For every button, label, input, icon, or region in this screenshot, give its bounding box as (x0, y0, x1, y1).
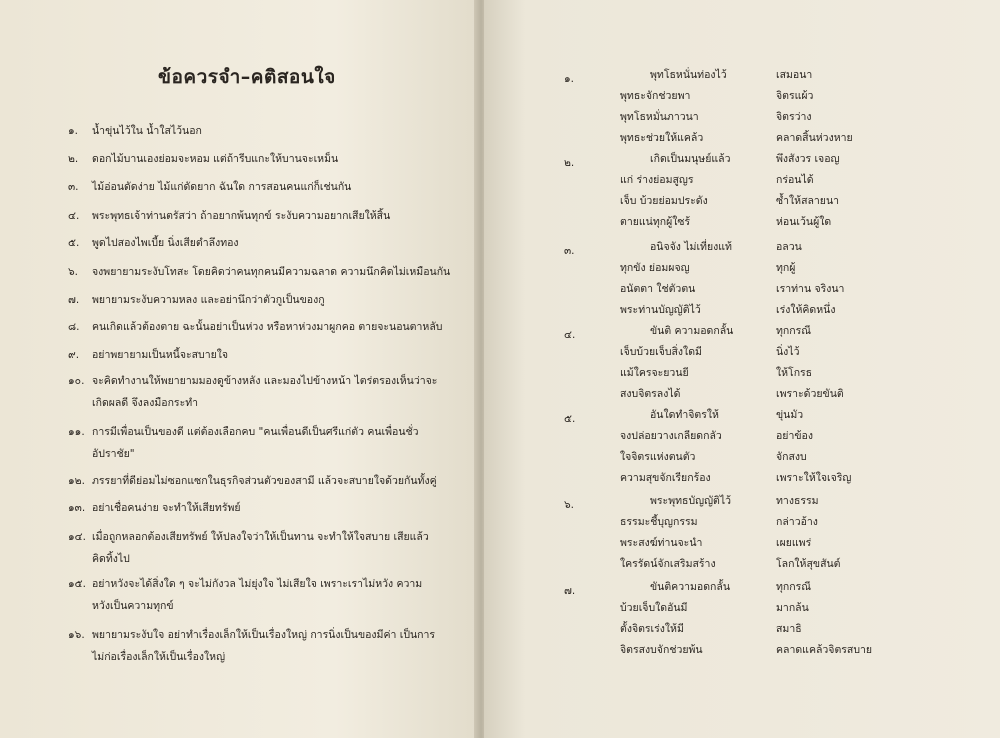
verse-line-first-half: ความสุขจักเรียกร้อง (620, 472, 711, 484)
maxim-text: จะคิดทำงานให้พยายามมองดูข้างหลัง และมองไปข้างหน้า ไตร่ตรองเห็นว่าจะ (92, 375, 438, 387)
verse-line-first-half: พุทธะช่วยให้แคล้ว (620, 132, 704, 144)
verse-number: ๖. (564, 499, 575, 511)
verse-line-first-half: พุทโธหนั่นท่องไว้ (650, 69, 727, 81)
verse-line-second-half: เพราะให้ใจเจริญ (776, 472, 852, 484)
right-page (484, 0, 1000, 738)
verse-line-second-half: ทุกกรณี (776, 581, 812, 593)
verse-line-second-half: อลวน (776, 241, 802, 253)
maxim-number: ๑๑. (68, 426, 85, 438)
verse-line-first-half: อันใดทำจิตรให้ (650, 409, 719, 421)
verse-line-second-half: นิ่งไว้ (776, 346, 800, 358)
verse-number: ๗. (564, 585, 576, 597)
maxim-number: ๑๒. (68, 475, 85, 487)
verse-line-second-half: โลกให้สุขสันต์ (776, 558, 841, 570)
verse-line-second-half: ทุกผู้ (776, 262, 796, 274)
verse-line-second-half: เผยแพร่ (776, 537, 812, 549)
maxim-number: ๖. (68, 266, 79, 278)
verse-line-second-half: อย่าข้อง (776, 430, 813, 442)
maxim-number: ๑๖. (68, 629, 85, 641)
verse-number: ๑. (564, 73, 575, 85)
maxim-number: ๗. (68, 294, 80, 306)
verse-line-second-half: ทุกกรณี (776, 325, 812, 337)
maxim-text: พูดไปสองไพเบี้ย นิ่งเสียตำลึงทอง (92, 237, 239, 249)
maxim-text: ดอกไม้บานเองย่อมจะหอม แต่ถ้ารีบแกะให้บานจะเหม็น (92, 153, 339, 165)
verse-line-second-half: จักสงบ (776, 451, 807, 463)
verse-line-second-half: เร่งให้คิดหนึ่ง (776, 304, 836, 316)
verse-line-second-half: กร่อนได้ (776, 174, 814, 186)
verse-line-first-half: ใครรัดน์จักเสริมสร้าง (620, 558, 716, 570)
verse-line-first-half: ตั้งจิตรเร่งให้มี (620, 623, 684, 635)
maxim-number: ๒. (68, 153, 79, 165)
verse-line-first-half: ทุกขัง ย่อมผจญ (620, 262, 690, 274)
verse-line-second-half: คลาดสิ้นห่วงหาย (776, 132, 853, 144)
verse-line-first-half: จิตรสงบจักช่วยพ้น (620, 644, 703, 656)
verse-line-second-half: เพราะด้วยขันติ (776, 388, 844, 400)
maxim-text: ภรรยาที่ดีย่อมไม่ซอกแซกในธุรกิจส่วนตัวของสามี แล้วจะสบายใจด้วยกันทั้งคู่ (92, 475, 437, 487)
verse-number: ๒. (564, 157, 575, 169)
maxim-number: ๑๕. (68, 578, 86, 590)
verse-line-second-half: เราท่าน จริงนา (776, 283, 845, 295)
maxim-text: พยายามระงับความหลง และอย่านึกว่าตัวกูเป็นของกู (92, 294, 325, 306)
maxim-text: การมีเพื่อนเป็นของดี แต่ต้องเลือกคบ "คนเพื่อนดีเป็นศรีแก่ตัว คนเพื่อนชั่ว (92, 426, 419, 438)
maxim-number: ๑๔. (68, 531, 86, 543)
maxim-text: อย่าหวังจะได้สิ่งใด ๆ จะไม่กังวล ไม่ยุ่งใจ ไม่เสียใจ เพราะเราไม่หวัง ความ (92, 578, 423, 590)
verse-line-second-half: จิตรว่าง (776, 111, 812, 123)
verse-line-first-half: เกิดเป็นมนุษย์แล้ว (650, 153, 731, 165)
maxim-text: พยายามระงับใจ อย่าทำเรื่องเล็กให้เป็นเรื่องใหญ่ การนิ่งเป็นของมีค่า เป็นการ (92, 629, 436, 641)
verse-line-first-half: พระท่านบัญญัติไว้ (620, 304, 701, 316)
maxim-number: ๘. (68, 321, 80, 333)
verse-line-first-half: พุทธะจักช่วยพา (620, 90, 691, 102)
verse-line-second-half: ให้โกรธ (776, 367, 813, 379)
maxim-text-continued: เกิดผลดี จึงลงมือกระทำ (92, 397, 199, 409)
verse-line-second-half: เสมอนา (776, 69, 813, 81)
maxim-text-continued: ไม่ก่อเรื่องเล็กให้เป็นเรื่องใหญ่ (92, 651, 226, 663)
verse-line-first-half: จงปล่อยวางเกลียดกลัว (620, 430, 722, 442)
verse-line-first-half: แก่ ร่างย่อมสูญร (620, 174, 694, 186)
maxim-number: ๔. (68, 210, 80, 222)
verse-line-first-half: เจ็บบ้วยเจ็บสิ่งใดมี (620, 346, 702, 358)
verse-line-second-half: สมาธิ (776, 623, 802, 635)
maxim-number: ๑๐. (68, 375, 85, 387)
maxim-text-continued: อัปราชัย" (92, 448, 135, 460)
maxim-text: จงพยายามระงับโทสะ โดยคิดว่าคนทุกคนมีความฉลาด ความนึกคิดไม่เหมือนกัน (92, 266, 451, 278)
maxim-text: อย่าเชื่อคนง่าย จะทำให้เสียทรัพย์ (92, 502, 241, 514)
verse-line-second-half: กล่าวอ้าง (776, 516, 818, 528)
verse-number: ๔. (564, 329, 576, 341)
verse-number: ๓. (564, 245, 575, 257)
maxim-text: คนเกิดแล้วต้องตาย ฉะนั้นอย่าเป็นห่วง หรือหาห่วงมาผูกคอ ตายจะนอนตาหลับ (92, 321, 443, 333)
verse-line-first-half: พระสงฆ์ท่านจะนำ (620, 537, 703, 549)
verse-line-first-half: พระพุทธบัญญัติไว้ (650, 495, 732, 507)
verse-number: ๕. (564, 413, 576, 425)
maxim-text: อย่าพยายามเป็นหนี้จะสบายใจ (92, 349, 229, 361)
verse-line-second-half: มากล้น (776, 602, 809, 614)
maxim-number: ๙. (68, 349, 80, 361)
maxim-number: ๓. (68, 181, 79, 193)
maxim-text: พระพุทธเจ้าท่านตรัสว่า ถ้าอยากพ้นทุกข์ ระงับความอยากเสียให้สิ้น (92, 210, 391, 222)
verse-line-first-half: แม้ใครจะยวนยี (620, 367, 689, 379)
verse-line-first-half: ตายแน่ทุกผู้ใซร้ (620, 216, 691, 228)
verse-line-first-half: เจ็บ บ้วยย่อมประดัง (620, 195, 708, 207)
verse-line-second-half: ขุ่นมัว (776, 409, 804, 421)
verse-line-first-half: อนิจจัง ไม่เที่ยงแท้ (650, 241, 732, 253)
verse-line-second-half: พึงสังวร เจอญ (776, 153, 840, 165)
verse-line-first-half: ขันติ ความอดกลั้น (650, 325, 734, 337)
verse-line-first-half: พุทโธหมั่นภาวนา (620, 111, 699, 123)
verse-line-second-half: จิตรแผ้ว (776, 90, 814, 102)
verse-line-second-half: คลาดแคล้วจิตรสบาย (776, 644, 873, 656)
verse-line-second-half: ซ้ำให้สลายนา (776, 195, 840, 207)
verse-line-first-half: อนัตตา ใช่ตัวตน (620, 283, 696, 295)
verse-line-second-half: ห่อนเว้นผู้ใด (776, 216, 832, 228)
page-title: ข้อควรจำ–คติสอนใจ (158, 66, 336, 88)
maxim-number: ๕. (68, 237, 80, 249)
maxim-text-continued: คิดทิ้งไป (92, 553, 130, 565)
maxim-text: เมื่อถูกหลอกต้องเสียทรัพย์ ให้ปลงใจว่าให้เป็นทาน จะทำให้ใจสบาย เสียแล้ว (92, 531, 429, 543)
verse-line-first-half: สงบจิตรลงได้ (620, 388, 681, 400)
maxim-number: ๑๓. (68, 502, 86, 514)
maxim-text: น้ำขุ่นไว้ใน น้ำใสไว้นอก (92, 125, 202, 137)
verse-line-first-half: ขันติความอดกลั้น (650, 581, 731, 593)
verse-line-first-half: ธรรมะชี้บุญกรรม (620, 516, 698, 528)
verse-line-first-half: ใจจิตรแห่งตนตัว (620, 451, 696, 463)
left-page (0, 0, 478, 738)
verse-line-second-half: ทางธรรม (776, 495, 819, 507)
maxim-text: ไม้อ่อนดัดง่าย ไม้แก่ดัดยาก ฉันใด การสอนคนแก่ก็เช่นกัน (92, 181, 352, 193)
maxim-number: ๑. (68, 125, 79, 137)
verse-line-first-half: บ้วยเจ็บใดอันมี (620, 602, 688, 614)
maxim-text-continued: หวังเป็นความทุกข์ (92, 600, 174, 612)
